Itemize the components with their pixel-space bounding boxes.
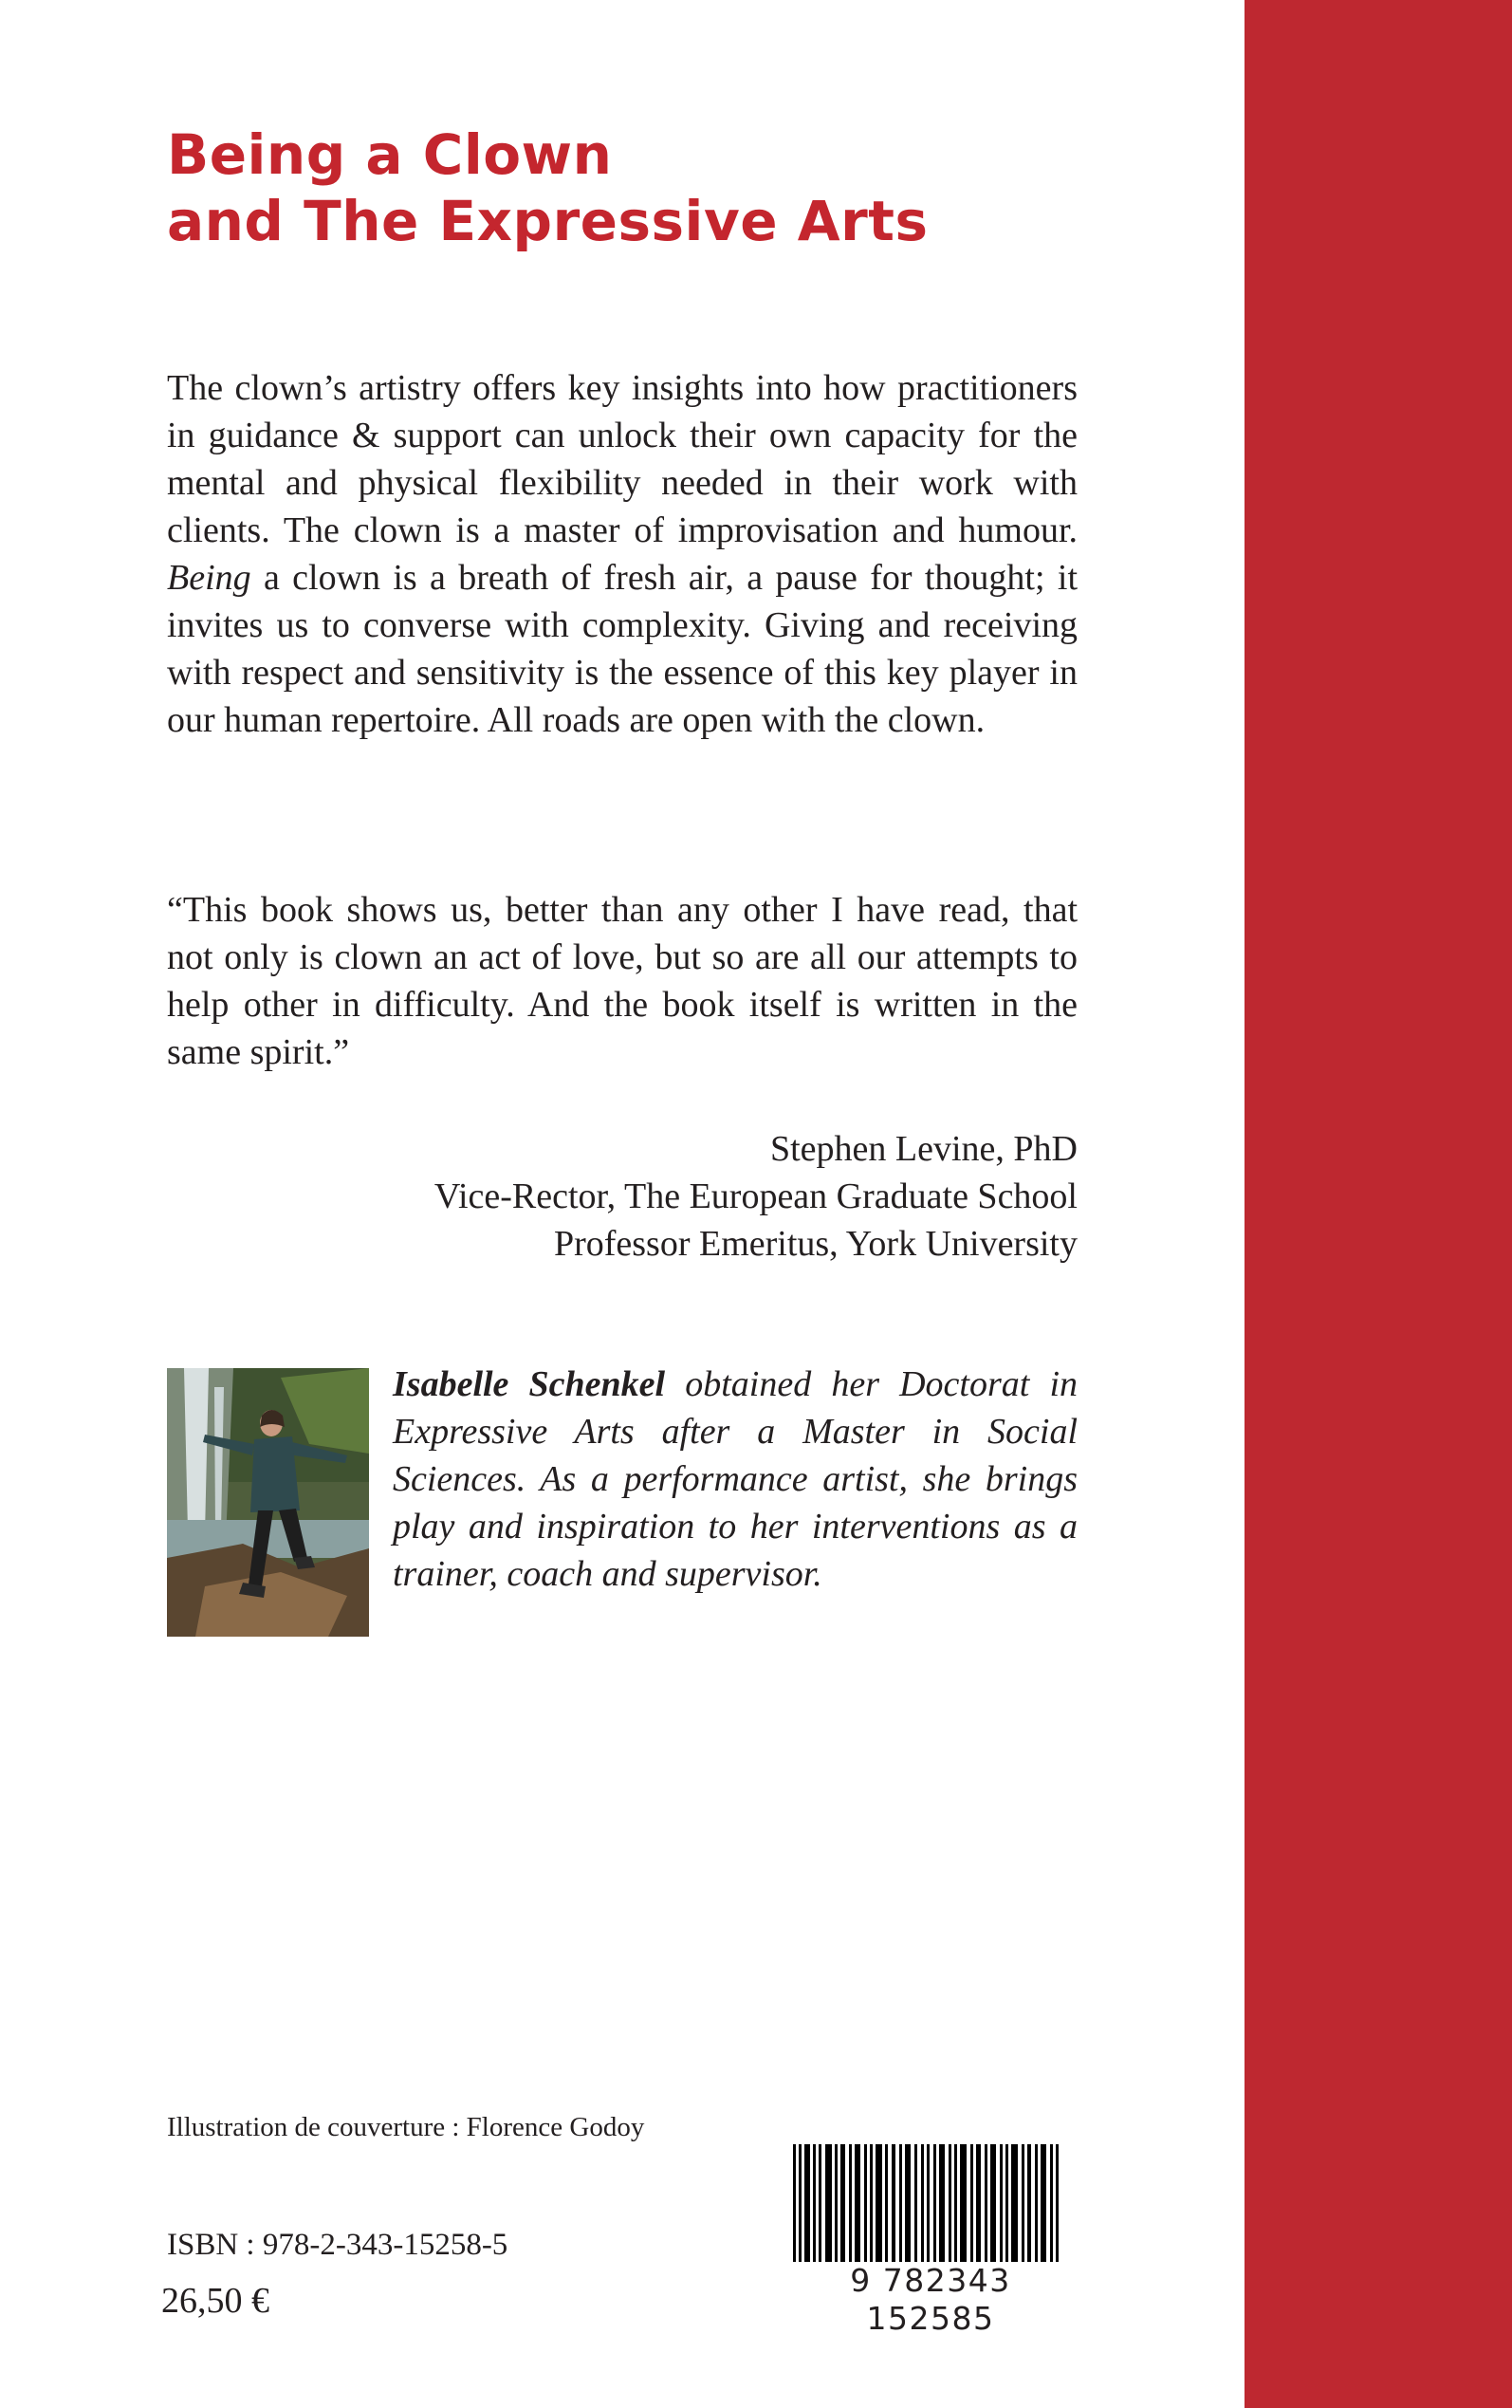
author-bio: [393, 1361, 1078, 1598]
barcode-digits: 9 782343 152585: [784, 2262, 1078, 2338]
red-side-band: [1245, 0, 1512, 2408]
title-line-1: Being a Clown: [167, 122, 613, 187]
isbn-number: ISBN : 978-2-343-15258-5: [167, 2228, 508, 2262]
blurb-paragraph: [167, 364, 1078, 744]
author-photo-waterfall-icon: [167, 1368, 369, 1637]
blurb-text-2: a clown is a breath of fresh air, a pause for thought; it invites us to converse with complexity. Giving and receiving with respect and sensitivity is the essence of this key player in our human repertoire. All roads are open with the clown.: [167, 558, 1078, 740]
endorsement-quote: “This book shows us, better than any other I have read, that not only is clown an act of love, but so are all our attempts to help other in difficulty. And the book itself is written in the same spirit.”: [167, 890, 1078, 1072]
blurb-text-1: The clown’s artistry offers key insights into how practitioners in guidance & support can unlock their own capacity for the mental and physical flexibility needed in their work with clients. The clown is a master of improvisation and humour.: [167, 368, 1078, 550]
attribution-name: Stephen Levine, PhD: [769, 1129, 1078, 1169]
blurb-emphasis: Being: [167, 558, 251, 598]
author-name: Isabelle Schenkel: [393, 1364, 666, 1404]
author-bio-text: obtained her Doctorat in Expressive Arts after a Master in Social Sciences. As a performance artist, she brings play and inspiration to her interventions as a trainer, coach and supervisor.: [393, 1364, 1079, 1594]
attribution-role-1: Vice-Rector, The European Graduate School: [433, 1176, 1078, 1216]
book-title: [167, 121, 1116, 254]
title-line-2: and The Expressive Arts: [167, 189, 929, 253]
quote-attribution: [167, 1125, 1078, 1268]
author-photo: [167, 1368, 369, 1637]
price: 26,50 €: [161, 2281, 269, 2321]
illustration-credit: Illustration de couverture : Florence Godoy: [167, 2112, 645, 2142]
attribution-role-2: Professor Emeritus, York University: [553, 1224, 1078, 1264]
